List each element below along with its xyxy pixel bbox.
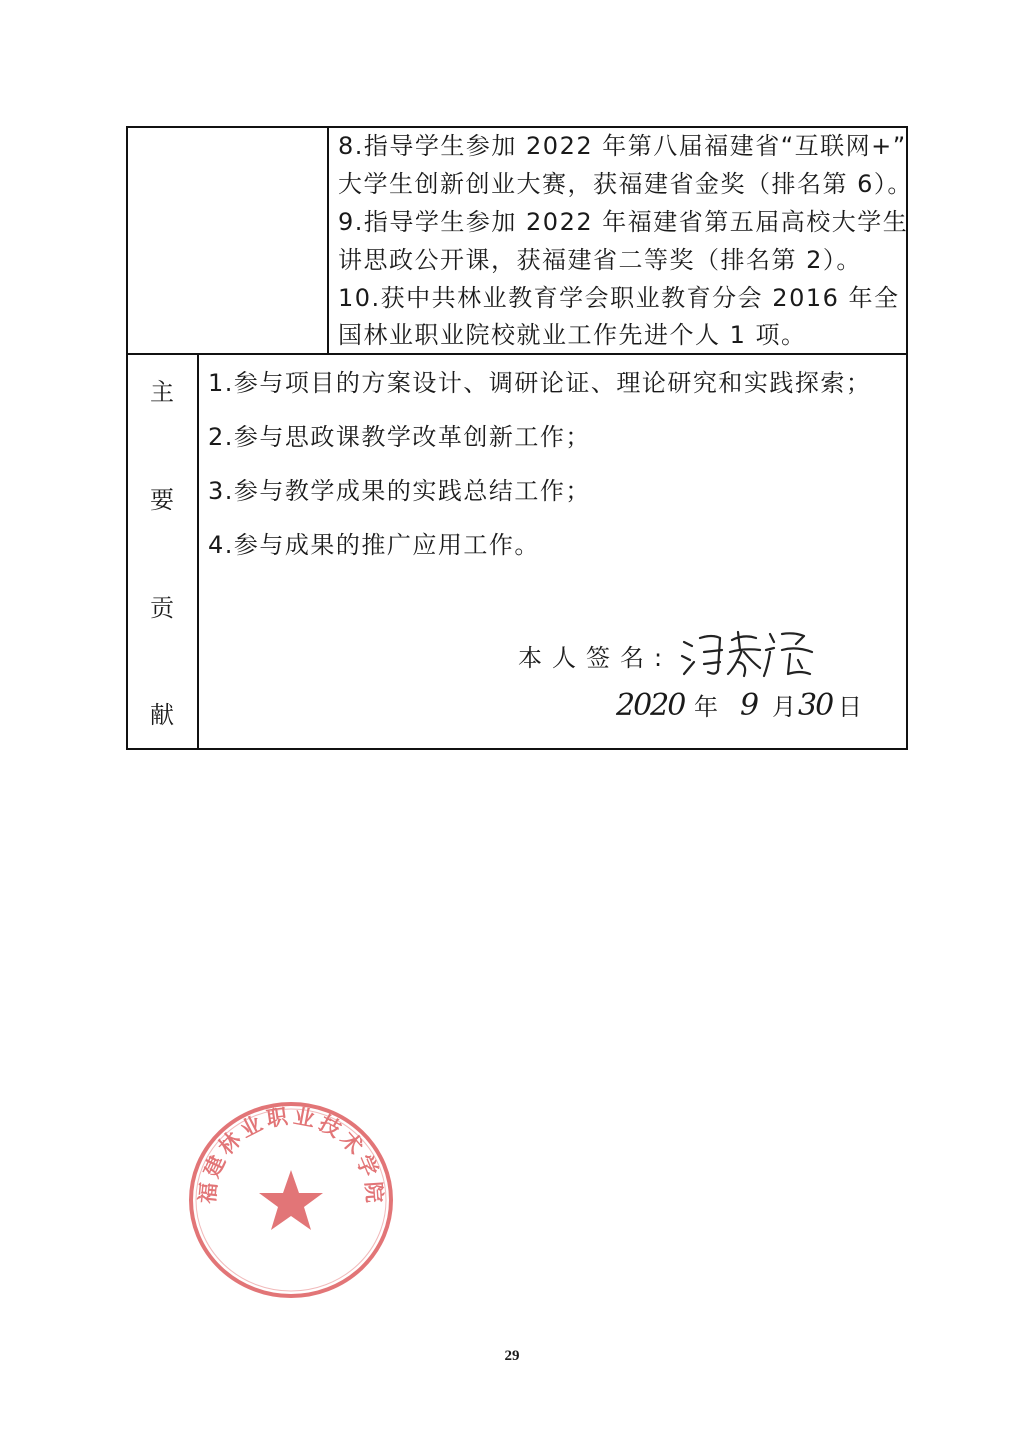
date-year: 2020 <box>616 688 685 723</box>
seal-ring-text: 福建林业职业技术学院 <box>194 1102 388 1208</box>
row-divider <box>126 353 908 355</box>
achievement-line: 10.获中共林业教育学会职业教育分会 2016 年全 <box>338 284 900 312</box>
contribution-item: 1.参与项目的方案设计、调研论证、理论研究和实践探索； <box>208 369 872 397</box>
date-month-unit: 月 <box>772 693 798 721</box>
achievement-line: 讲思政公开课，获福建省二等奖（排名第 2）。 <box>338 246 862 274</box>
page-number: 29 <box>504 1348 520 1364</box>
achievement-line: 9.指导学生参加 2022 年福建省第五届高校大学生 <box>338 208 909 236</box>
achievement-line: 大学生创新创业大赛，获福建省金奖（排名第 6）。 <box>338 170 913 198</box>
signature-label: 本人签名: <box>518 644 673 672</box>
label-char: 要 <box>150 486 174 514</box>
label-char: 贡 <box>150 594 174 622</box>
date-day: 30 <box>798 688 833 723</box>
label-char: 主 <box>150 378 174 406</box>
contribution-item: 4.参与成果的推广应用工作。 <box>208 531 540 559</box>
handwritten-signature <box>678 622 823 682</box>
achievement-line: 8.指导学生参加 2022 年第八届福建省“互联网+” <box>338 132 907 160</box>
date-month: 9 <box>740 688 760 723</box>
date-day-unit: 日 <box>838 693 864 721</box>
label-column-divider <box>197 353 199 749</box>
contribution-item: 3.参与教学成果的实践总结工作； <box>208 477 591 505</box>
achievement-line: 国林业职业院校就业工作先进个人 1 项。 <box>338 321 807 349</box>
star-icon <box>259 1170 323 1230</box>
contribution-item: 2.参与思政课教学改革创新工作； <box>208 423 591 451</box>
official-seal <box>186 1100 396 1300</box>
label-char: 献 <box>150 701 174 729</box>
top-row-divider <box>327 126 329 354</box>
date-year-unit: 年 <box>694 693 720 721</box>
